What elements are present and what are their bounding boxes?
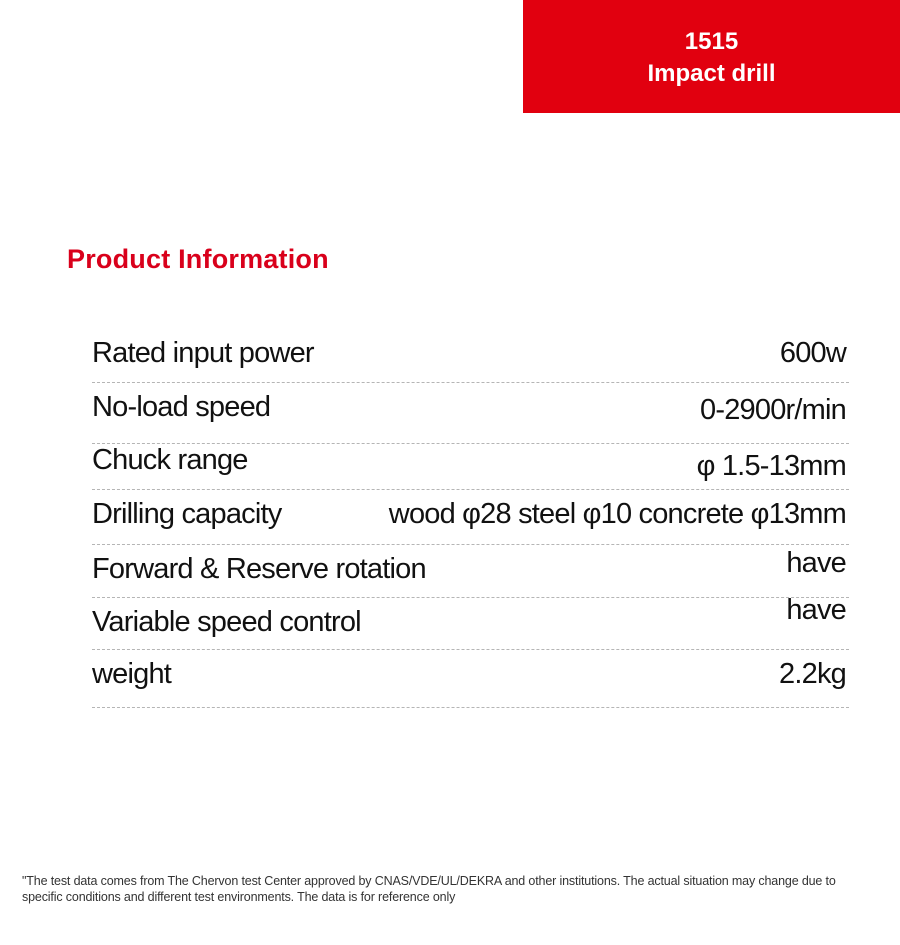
footnote-line: specific conditions and different test environments. The data is for reference only xyxy=(22,890,456,904)
product-name: Impact drill xyxy=(647,59,776,87)
spec-label: Variable speed control xyxy=(92,606,361,638)
spec-row-forward-reverse-rotation xyxy=(92,545,849,598)
section-title: Product Information xyxy=(67,244,329,274)
spec-label: weight xyxy=(92,658,172,690)
spec-label: Forward & Reserve rotation xyxy=(92,553,426,585)
spec-label: No-load speed xyxy=(92,391,271,423)
spec-value: have xyxy=(786,594,846,626)
spec-table xyxy=(92,328,849,708)
footnote xyxy=(22,873,882,905)
spec-value: have xyxy=(786,547,846,579)
spec-value: 600w xyxy=(779,337,846,369)
spec-value: 2.2kg xyxy=(779,658,846,690)
spec-row-weight xyxy=(92,650,849,708)
spec-label: Drilling capacity xyxy=(92,498,282,530)
spec-row-drilling-capacity xyxy=(92,490,849,545)
spec-row-rated-input-power xyxy=(92,328,849,383)
spec-value: wood φ28 steel φ10 concrete φ13mm xyxy=(388,498,846,530)
spec-label: Chuck range xyxy=(92,444,248,476)
spec-label: Rated input power xyxy=(92,337,314,369)
spec-row-variable-speed-control xyxy=(92,594,849,650)
footnote-line: "The test data comes from The Chervon test Center approved by CNAS/VDE/UL/DEKRA and other institutions. The actual situation may change due to xyxy=(22,874,836,888)
spec-value: φ 1.5-13mm xyxy=(696,450,846,482)
model-number: 1515 xyxy=(684,27,739,55)
spec-row-no-load-speed xyxy=(92,383,849,444)
model-banner xyxy=(523,0,900,113)
spec-value: 0-2900r/min xyxy=(700,394,846,426)
spec-row-chuck-range xyxy=(92,444,849,490)
